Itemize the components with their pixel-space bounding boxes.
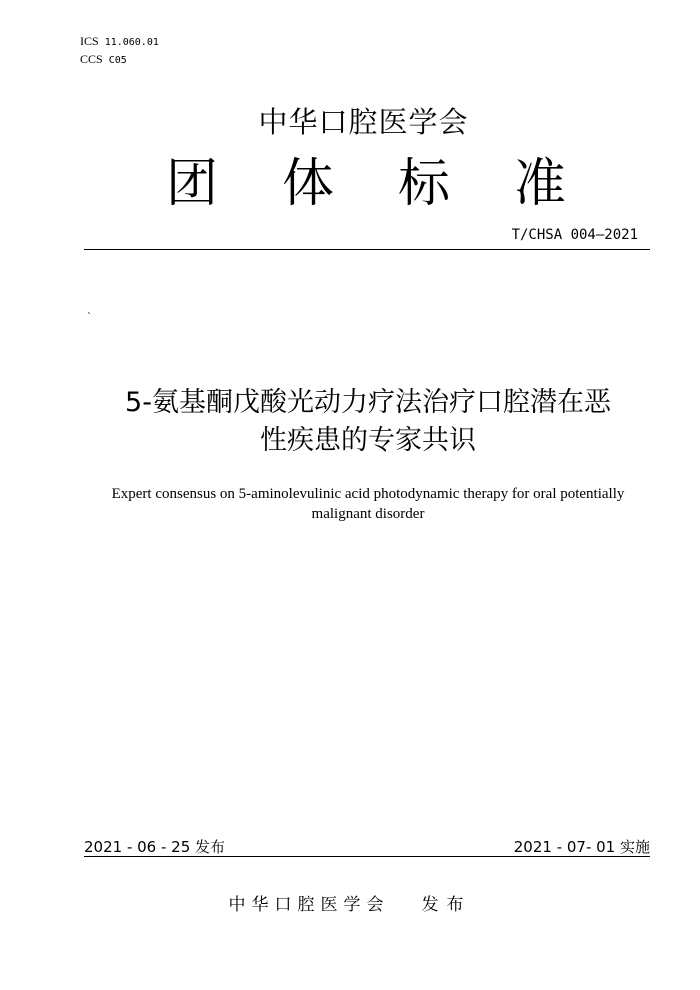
ics-value: 11.060.01 xyxy=(104,37,159,48)
publish-action: 发布 xyxy=(421,895,472,915)
bottom-divider xyxy=(84,856,650,857)
publish-date: 2021 - 06 - 25 发布 xyxy=(84,838,226,856)
publisher-line xyxy=(0,890,700,915)
standard-type-heading xyxy=(166,154,566,214)
standard-code: T/CHSA 004—2021 xyxy=(511,227,638,243)
implement-date: 2021 - 07- 01 实施 xyxy=(513,838,650,856)
standard-type-char: 团 xyxy=(166,154,219,214)
organization-title: 中华口腔医学会 xyxy=(258,105,469,139)
standard-type-char: 体 xyxy=(281,154,334,214)
chinese-title xyxy=(88,384,648,460)
top-divider xyxy=(84,249,650,250)
date-row xyxy=(84,836,650,857)
ccs-value: C05 xyxy=(108,55,127,66)
ccs-line xyxy=(80,52,127,68)
chinese-title-line-1: 5-氨基酮戊酸光动力疗法治疗口腔潜在恶 xyxy=(125,387,611,418)
ics-line xyxy=(80,34,159,50)
ics-label: ICS xyxy=(80,34,99,48)
standard-type-char: 标 xyxy=(397,154,450,214)
english-title xyxy=(82,484,654,524)
standard-type-char: 准 xyxy=(513,154,566,214)
stray-mark: ` xyxy=(87,312,92,323)
ccs-label: CCS xyxy=(80,52,103,66)
chinese-title-line-2: 性疾患的专家共识 xyxy=(260,425,476,456)
english-title-line-2: malignant disorder xyxy=(311,506,425,522)
publisher-name: 中华口腔医学会 xyxy=(228,895,390,915)
english-title-line-1: Expert consensus on 5-aminolevulinic acid photodynamic therapy for oral potentially xyxy=(111,486,625,502)
